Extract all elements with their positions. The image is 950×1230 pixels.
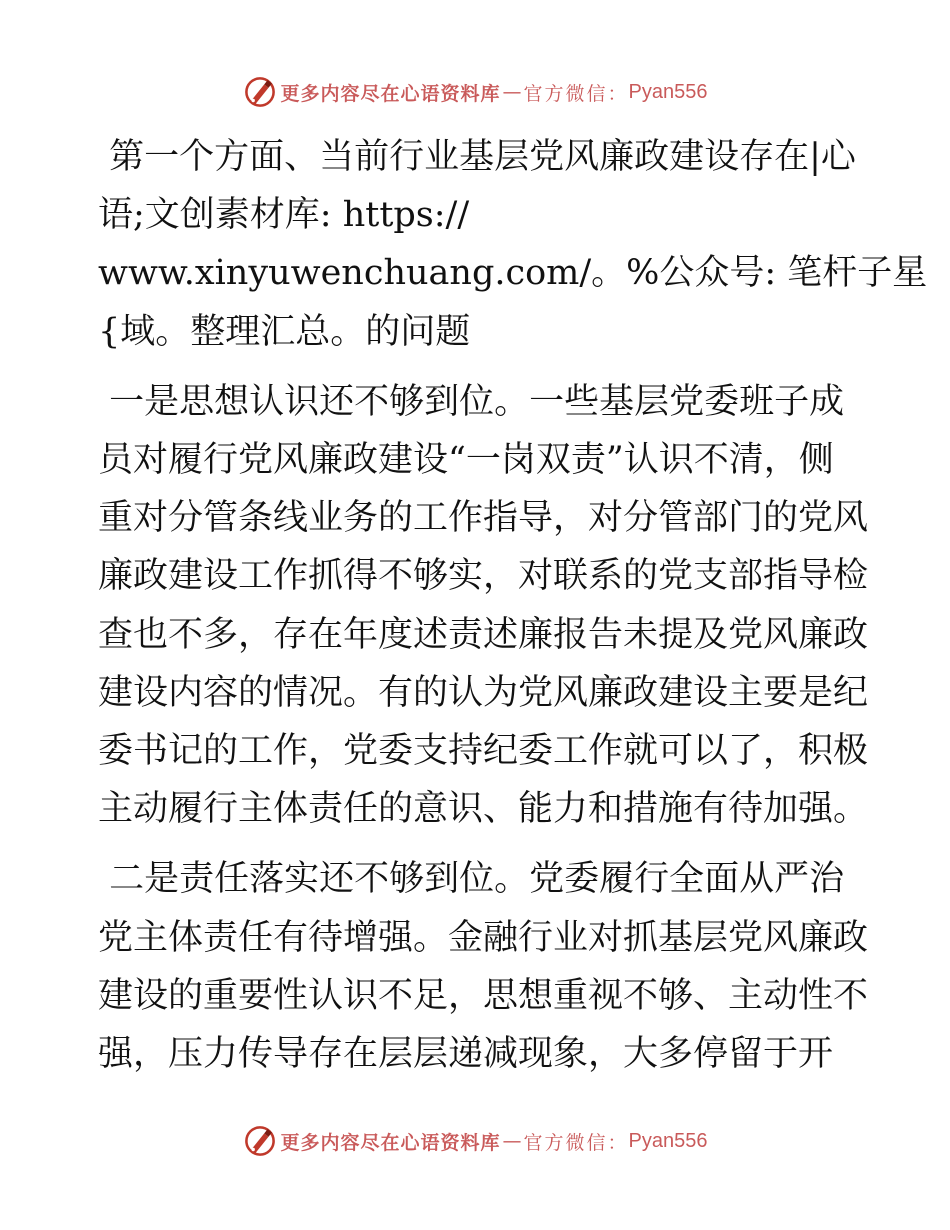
text-line: 委书记的工作，党委支持纪委工作就可以了，积极 [98,731,869,772]
text-line: 二是责任落实还不够到位。党委履行全面从严治 [98,859,845,900]
banner-separator: — [502,1130,522,1152]
banner-wechat-label: 官方微信： [523,1131,629,1154]
footer-banner [0,1121,950,1161]
pen-logo-icon [243,75,277,109]
banner-wechat-id: Pyan556 [628,80,708,103]
text-line: 员对履行党风廉政建设“一岗双责”认识不清，侧 [98,440,834,481]
pen-logo-icon [243,1124,277,1158]
banner-title: 更多内容尽在心语资料库 [280,82,501,105]
text-line: 建设的重要性认识不足，思想重视不够、主动性不 [98,975,869,1016]
text-line: 重对分管条线业务的工作指导，对分管部门的党风 [98,498,869,539]
paragraph-second-point [98,850,868,1083]
paragraph-heading [98,128,928,361]
text-line: 主动履行主体责任的意识、能力和措施有待加强。 [98,789,869,830]
paragraph-first-point [98,373,868,839]
text-line: 廉政建设工作抓得不够实，对联系的党支部指导检 [98,556,869,597]
banner-wechat-id: Pyan556 [628,1129,708,1152]
text-line: 党主体责任有待增强。金融行业对抓基层党风廉政 [98,917,869,958]
banner-separator: — [502,81,522,103]
document-body [98,128,928,1083]
text-line: 建设内容的情况。有的认为党风廉政建设主要是纪 [98,672,869,713]
text-line: 第一个方面、当前行业基层党风廉政建设存在|心 [98,137,856,177]
text-line: 语;文创素材库: https:// [98,195,470,236]
text-line: 查也不多，存在年度述责述廉报告未提及党风廉政 [98,614,869,655]
text-line: {域。整理汇总。的问题 [98,311,471,352]
text-line: 强，压力传导存在层层递减现象，大多停留于开 [98,1034,834,1075]
text-line: 一是思想认识还不够到位。一些基层党委班子成 [98,381,845,422]
banner-wechat-label: 官方微信： [523,82,629,105]
text-line: www.xinyuwenchuang.com/。%公众号: 笔杆子星 [98,253,928,294]
header-banner [0,72,950,112]
banner-title: 更多内容尽在心语资料库 [280,1131,501,1154]
